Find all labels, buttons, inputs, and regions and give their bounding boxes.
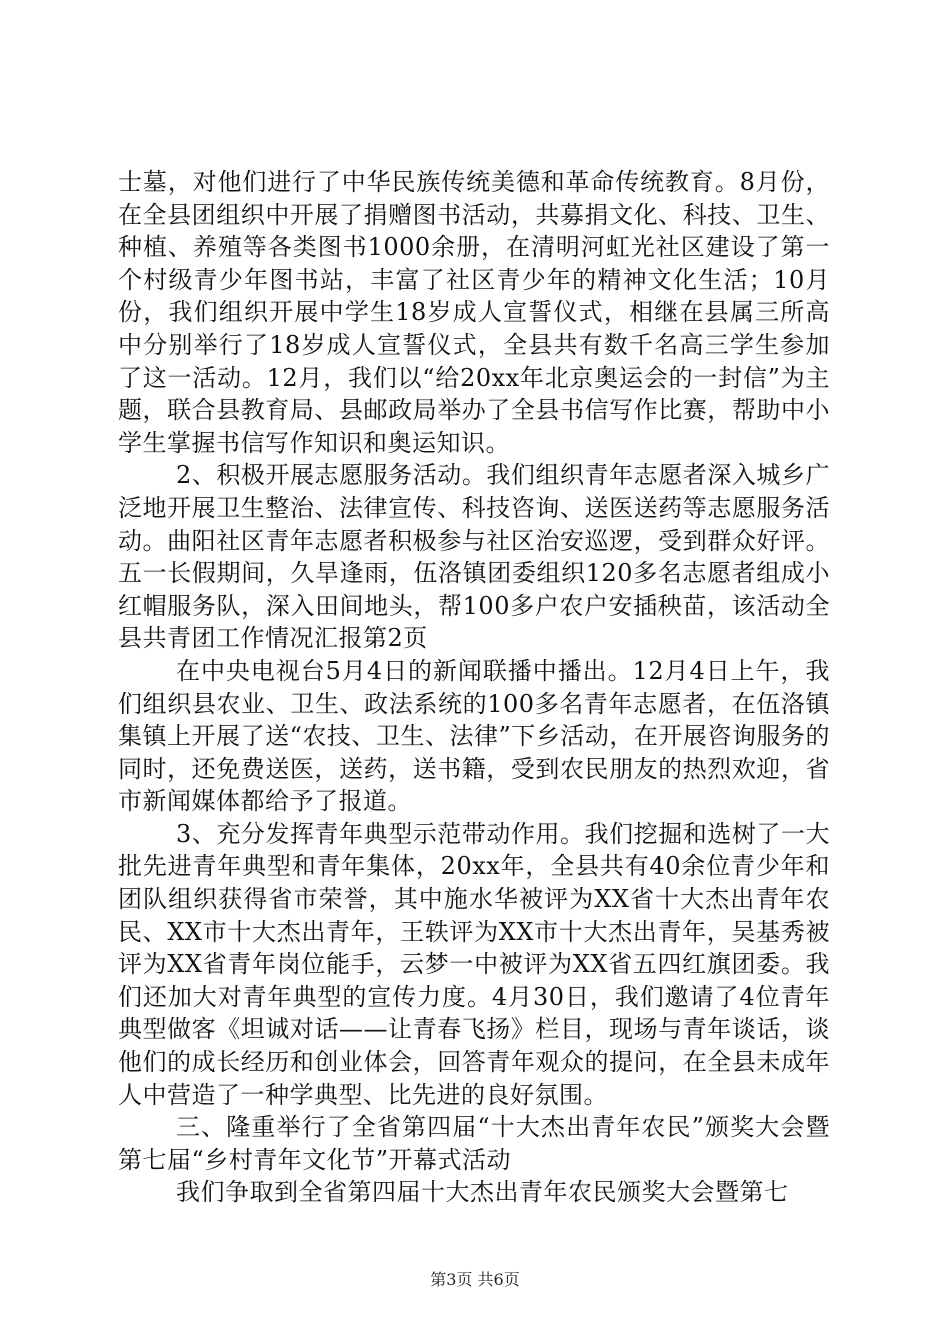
paragraph-3: 在中央电视台5月4日的新闻联播中播出。12月4日上午，我们组织县农业、卫生、政法系统的100多名青年志愿者，在伍洛镇集镇上开展了送“农技、卫生、法律”下乡活动，在开展咨询服务的同时，还免费送医，送药，送书籍，受到农民朋友的热烈欢迎，省市新闻媒体都给予了报道。 <box>118 656 830 816</box>
section-heading: 三、隆重举行了全省第四届“十大杰出青年农民”颁奖大会暨第七届“乡村青年文化节”开幕式活动 <box>118 1113 830 1174</box>
page-number-footer: 第3页 共6页 <box>430 1270 520 1289</box>
paragraph-2: 2、积极开展志愿服务活动。我们组织青年志愿者深入城乡广泛地开展卫生整治、法律宣传、科技咨询、送医送药等志愿服务活动。曲阳社区青年志愿者积极参与社区治安巡逻，受到群众好评。五一长假期间，久旱逢雨，伍洛镇团委组织120多名志愿者组成小红帽服务队，深入田间地头，帮100多户农户安插秧苗，该活动全县共青团工作情况汇报第2页 <box>118 461 830 653</box>
paragraph-1: 士墓，对他们进行了中华民族传统美德和革命传统教育。8月份，在全县团组织中开展了捐赠图书活动，共募捐文化、科技、卫生、种植、养殖等各类图书1000余册，在清明河虹光社区建设了第一个村级青少年图书站，丰富了社区青少年的精神文化生活；10月份，我们组织开展中学生18岁成人宣誓仪式，相继在县属三所高中分别举行了18岁成人宣誓仪式，全县共有数千名高三学生参加了这一活动。12月，我们以“给20xx年北京奥运会的一封信”为主题，联合县教育局、县邮政局举办了全县书信写作比赛，帮助中小学生掌握书信写作知识和奥运知识。 <box>118 168 830 457</box>
document-body <box>118 166 830 1209</box>
paragraph-4: 3、充分发挥青年典型示范带动作用。我们挖掘和选树了一大批先进青年典型和青年集体，20xx年，全县共有40余位青少年和团队组织获得省市荣誉，其中施水华被评为XX省十大杰出青年农民、XX市十大杰出青年，王轶评为XX市十大杰出青年，吴基秀被评为XX省青年岗位能手，云梦一中被评为XX省五四红旗团委。我们还加大对青年典型的宣传力度。4月30日，我们邀请了4位青年典型做客《坦诚对话——让青春飞扬》栏目，现场与青年谈话，谈他们的成长经历和创业体会，回答青年观众的提问，在全县未成年人中营造了一种学典型、比先进的良好氛围。 <box>118 819 830 1109</box>
paragraph-5: 我们争取到全省第四届十大杰出青年农民颁奖大会暨第七 <box>176 1178 789 1207</box>
